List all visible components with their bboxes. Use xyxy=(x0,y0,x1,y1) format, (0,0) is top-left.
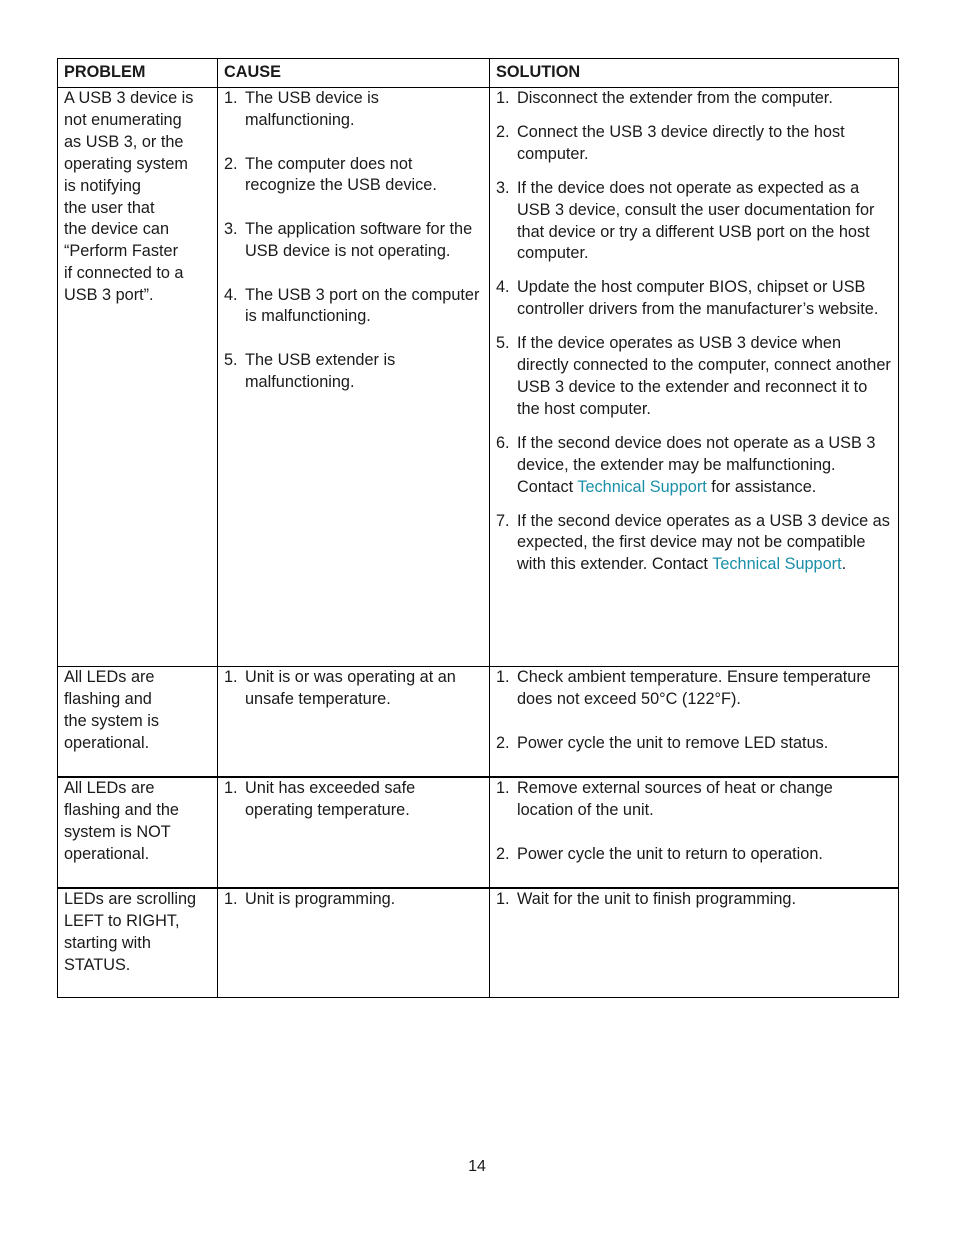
solution-text-after: for assistance. xyxy=(706,477,817,496)
solution-item: 4. Update the host computer BIOS, chipset or USB controller drivers from the manufacturer’s website. xyxy=(496,278,879,319)
solution-cell xyxy=(490,88,899,667)
cause-item: 1. Unit is or was operating at an unsafe temperature. xyxy=(224,668,456,708)
cause-cell xyxy=(218,667,490,778)
problem-cell xyxy=(58,888,218,998)
solution-item: 1. Wait for the unit to finish programming. xyxy=(496,890,797,909)
solution-cell xyxy=(490,888,899,998)
problem-text: LEDs are scrolling LEFT to RIGHT, starting with STATUS. xyxy=(64,890,197,974)
cause-cell xyxy=(218,888,490,998)
problem-text: All LEDs are flashing and the system is NOT operational. xyxy=(64,779,179,863)
problem-text: A USB 3 device is not enumerating as USB 3, or the operating system is notifying the user that the device can “Perform Faster if connected to a USB 3 port”. xyxy=(64,89,194,305)
cause-item: 2. The computer does not recognize the USB device. xyxy=(224,154,437,195)
solution-item: 5. If the device operates as USB 3 device when directly connected to the computer, connect another USB 3 device to the extender and reconnect it to the host computer. xyxy=(496,334,891,418)
table-row xyxy=(58,667,899,778)
cause-cell xyxy=(218,777,490,888)
cause-item: 1. Unit has exceeded safe operating temperature. xyxy=(224,779,416,819)
solution-header: SOLUTION xyxy=(490,59,899,88)
solution-item: 2. Power cycle the unit to return to operation. xyxy=(496,844,823,863)
cause-cell xyxy=(218,88,490,667)
technical-support-link[interactable]: Technical Support xyxy=(577,477,707,496)
table-row xyxy=(58,88,899,667)
solution-item: 1. Disconnect the extender from the computer. xyxy=(496,89,833,107)
problem-cell xyxy=(58,88,218,667)
cause-item: 4. The USB 3 port on the computer is malfunctioning. xyxy=(224,285,480,326)
solution-item: 1. Check ambient temperature. Ensure temperature does not exceed 50°C (122°F). xyxy=(496,668,871,708)
problem-cell xyxy=(58,667,218,778)
cause-item: 1. The USB device is malfunctioning. xyxy=(224,89,379,129)
cause-item: 1. Unit is programming. xyxy=(224,890,396,909)
solution-text: If the second device operates as a USB 3 device as expected, the first device may not be compatible with this extender. Contact xyxy=(517,511,890,574)
solution-text: If the second device does not operate as a USB 3 device, the extender may be malfunctioning. Contact xyxy=(517,433,876,496)
solution-cell xyxy=(490,667,899,778)
solution-item: 3. If the device does not operate as expected as a USB 3 device, consult the user documentation for that device or try a different USB port on the host computer. xyxy=(496,178,875,263)
table-row xyxy=(58,888,899,998)
problem-cell xyxy=(58,777,218,888)
troubleshooting-table xyxy=(57,58,899,998)
solution-item: 2. Connect the USB 3 device directly to the host computer. xyxy=(496,122,845,163)
technical-support-link[interactable]: Technical Support xyxy=(712,555,842,574)
table-row xyxy=(58,777,899,888)
page-number: 14 xyxy=(468,1158,486,1175)
solution-item: 1. Remove external sources of heat or change location of the unit. xyxy=(496,779,833,819)
cause-item: 3. The application software for the USB device is not operating. xyxy=(224,220,473,260)
solution-item: 7. If the second device operates as a USB 3 device as expected, the first device may not be compatible with this extender. Contact Technical Support. xyxy=(496,511,890,574)
problem-header: PROBLEM xyxy=(58,59,218,88)
cause-item: 5. The USB extender is malfunctioning. xyxy=(224,351,396,391)
header-row xyxy=(58,59,899,88)
solution-item: 2. Power cycle the unit to remove LED status. xyxy=(496,733,829,752)
cause-header: CAUSE xyxy=(218,59,490,88)
solution-text-after: . xyxy=(841,555,847,574)
problem-text: All LEDs are flashing and the system is operational. xyxy=(64,668,160,752)
solution-item: 6. If the second device does not operate as a USB 3 device, the extender may be malfunctioning. Contact Technical Support for assistance. xyxy=(496,433,876,496)
solution-cell xyxy=(490,777,899,888)
